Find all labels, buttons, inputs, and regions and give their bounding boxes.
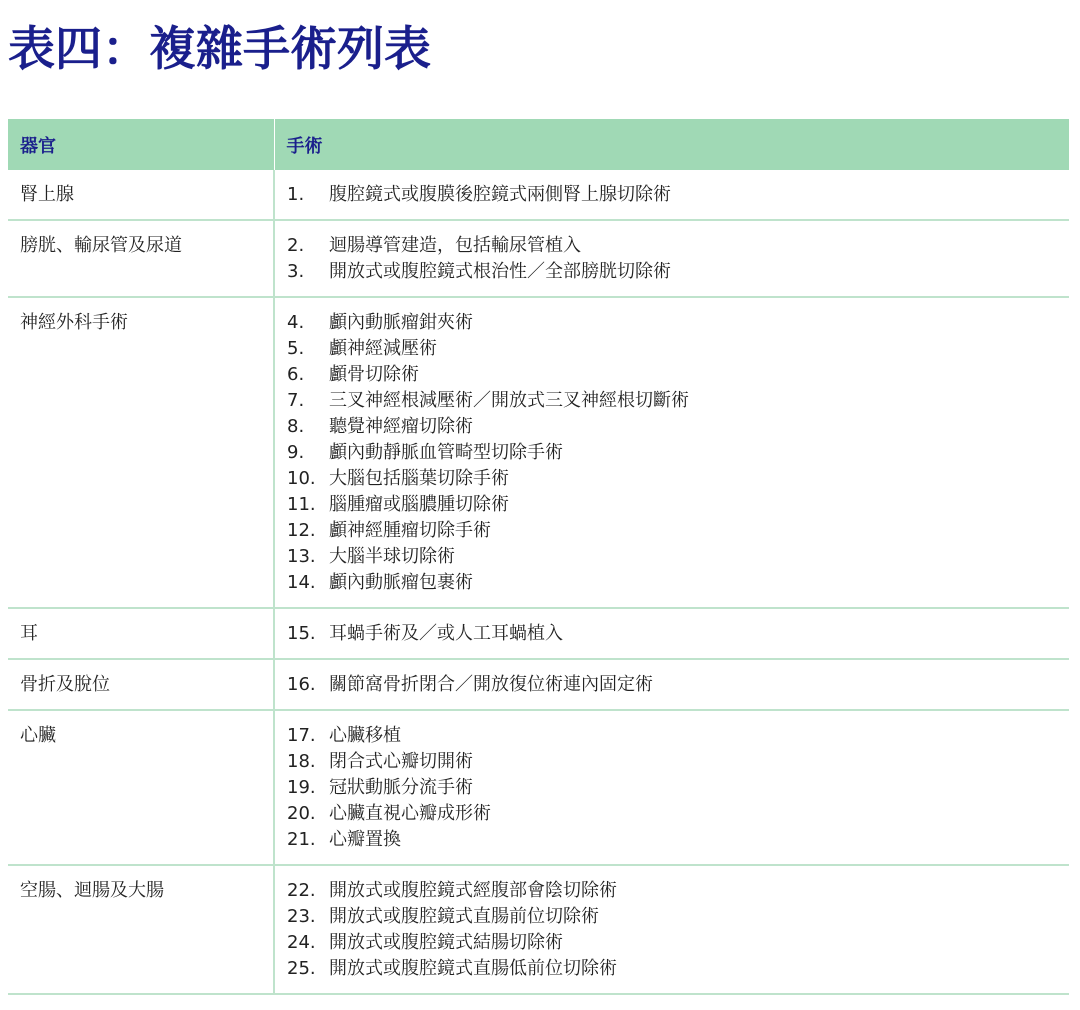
- procedure-item: [287, 388, 1057, 414]
- procedure-item: [287, 544, 1057, 570]
- procedure-number: 15.: [287, 623, 316, 644]
- procedure-item: [287, 904, 1057, 930]
- organ-cell: 心臟: [8, 710, 274, 865]
- procedures-cell: [274, 865, 1069, 994]
- procedure-number: 11.: [287, 494, 316, 515]
- procedure-name: 開放式或腹腔鏡式經腹部會陰切除術: [329, 880, 617, 901]
- procedure-name: 顱骨切除術: [329, 364, 419, 385]
- procedure-name: 顱內動靜脈血管畸型切除手術: [329, 442, 563, 463]
- procedure-item: [287, 878, 1057, 904]
- procedure-number: 1.: [287, 184, 305, 205]
- procedure-item: [287, 259, 1057, 285]
- procedure-name: 顱神經減壓術: [329, 338, 437, 359]
- procedure-item: [287, 723, 1057, 749]
- procedures-cell: [274, 608, 1069, 659]
- procedure-name: 心臟移植: [329, 725, 401, 746]
- procedure-number: 25.: [287, 958, 316, 979]
- procedure-name: 顱內動脈瘤鉗夾術: [329, 312, 473, 333]
- procedure-number: 16.: [287, 674, 316, 695]
- procedure-name: 耳蝸手術及／或人工耳蝸植入: [329, 623, 563, 644]
- procedure-item: [287, 182, 1057, 208]
- table-row: [8, 608, 1069, 659]
- table-header-row: [8, 119, 1069, 170]
- procedure-name: 迴腸導管建造，包括輸尿管植入: [329, 235, 581, 256]
- procedure-number: 21.: [287, 829, 316, 850]
- procedure-name: 心瓣置換: [329, 829, 401, 850]
- procedure-item: [287, 518, 1057, 544]
- procedure-number: 20.: [287, 803, 316, 824]
- organ-cell: 骨折及脫位: [8, 659, 274, 710]
- organ-cell: 神經外科手術: [8, 297, 274, 608]
- procedure-item: [287, 956, 1057, 982]
- table-row: [8, 297, 1069, 608]
- procedure-number: 4.: [287, 312, 305, 333]
- procedure-name: 開放式或腹腔鏡式直腸前位切除術: [329, 906, 599, 927]
- procedure-number: 9.: [287, 442, 305, 463]
- procedure-number: 22.: [287, 880, 316, 901]
- procedure-item: [287, 362, 1057, 388]
- procedure-number: 24.: [287, 932, 316, 953]
- procedure-number: 13.: [287, 546, 316, 567]
- procedure-item: [287, 930, 1057, 956]
- procedure-item: [287, 492, 1057, 518]
- procedures-cell: [274, 659, 1069, 710]
- procedure-name: 關節窩骨折閉合／開放復位術連內固定術: [329, 674, 653, 695]
- procedure-name: 開放式或腹腔鏡式直腸低前位切除術: [329, 958, 617, 979]
- procedure-name: 閉合式心瓣切開術: [329, 751, 473, 772]
- procedure-item: [287, 440, 1057, 466]
- procedure-number: 19.: [287, 777, 316, 798]
- procedure-name: 大腦包括腦葉切除手術: [329, 468, 509, 489]
- header-procedure: 手術: [274, 119, 1069, 170]
- procedure-item: [287, 310, 1057, 336]
- organ-cell: 空腸、迴腸及大腸: [8, 865, 274, 994]
- organ-cell: 膀胱、輸尿管及尿道: [8, 220, 274, 297]
- procedures-cell: [274, 220, 1069, 297]
- procedures-cell: [274, 710, 1069, 865]
- procedure-item: [287, 570, 1057, 596]
- surgery-table: [8, 119, 1069, 995]
- procedure-number: 3.: [287, 261, 305, 282]
- procedure-name: 開放式或腹腔鏡式結腸切除術: [329, 932, 563, 953]
- table-row: [8, 710, 1069, 865]
- procedure-name: 心臟直視心瓣成形術: [329, 803, 491, 824]
- procedure-name: 腦腫瘤或腦膿腫切除術: [329, 494, 509, 515]
- procedure-item: [287, 775, 1057, 801]
- procedure-item: [287, 233, 1057, 259]
- procedure-item: [287, 621, 1057, 647]
- procedure-number: 10.: [287, 468, 316, 489]
- procedure-item: [287, 749, 1057, 775]
- procedures-cell: [274, 297, 1069, 608]
- organ-cell: 腎上腺: [8, 170, 274, 220]
- procedure-number: 17.: [287, 725, 316, 746]
- table-row: [8, 659, 1069, 710]
- organ-cell: 耳: [8, 608, 274, 659]
- procedure-name: 三叉神經根減壓術／開放式三叉神經根切斷術: [329, 390, 689, 411]
- procedure-name: 大腦半球切除術: [329, 546, 455, 567]
- procedure-name: 顱內動脈瘤包裹術: [329, 572, 473, 593]
- header-organ: 器官: [8, 119, 274, 170]
- procedure-name: 冠狀動脈分流手術: [329, 777, 473, 798]
- procedure-number: 12.: [287, 520, 316, 541]
- procedure-item: [287, 672, 1057, 698]
- procedure-number: 8.: [287, 416, 305, 437]
- table-row: [8, 170, 1069, 220]
- page-title: 表四：複雜手術列表: [8, 22, 431, 77]
- procedure-number: 18.: [287, 751, 316, 772]
- procedure-number: 6.: [287, 364, 305, 385]
- procedure-item: [287, 827, 1057, 853]
- table-row: [8, 865, 1069, 994]
- procedure-name: 聽覺神經瘤切除術: [329, 416, 473, 437]
- procedure-number: 2.: [287, 235, 305, 256]
- procedure-name: 腹腔鏡式或腹膜後腔鏡式兩側腎上腺切除術: [329, 184, 671, 205]
- procedure-number: 5.: [287, 338, 305, 359]
- procedure-number: 23.: [287, 906, 316, 927]
- procedures-cell: [274, 170, 1069, 220]
- procedure-name: 開放式或腹腔鏡式根治性／全部膀胱切除術: [329, 261, 671, 282]
- procedure-number: 7.: [287, 390, 305, 411]
- procedure-number: 14.: [287, 572, 316, 593]
- procedure-item: [287, 801, 1057, 827]
- procedure-item: [287, 414, 1057, 440]
- procedure-item: [287, 466, 1057, 492]
- procedure-name: 顱神經腫瘤切除手術: [329, 520, 491, 541]
- procedure-item: [287, 336, 1057, 362]
- table-row: [8, 220, 1069, 297]
- table-body: [8, 170, 1069, 994]
